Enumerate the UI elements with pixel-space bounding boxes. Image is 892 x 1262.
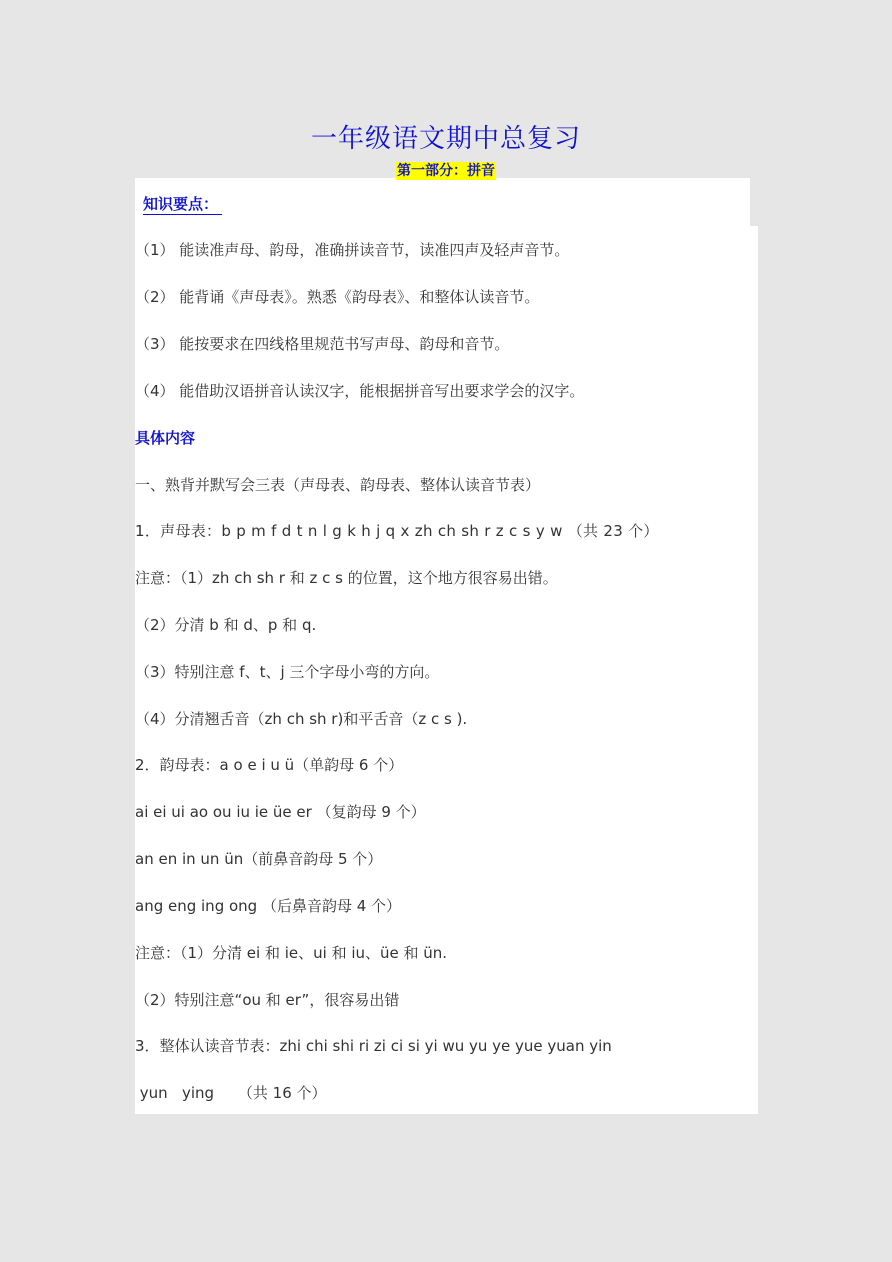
finals-line: ang eng ing ong （后鼻音韵母 4 个）: [135, 897, 402, 915]
content-line: （2）分清 b 和 d、p 和 q.: [135, 616, 317, 634]
syllables-line: yun ying （共 16 个）: [135, 1084, 327, 1102]
content-line: 注意：（1）zh ch sh r 和 z c s 的位置，这个地方很容易出错。: [135, 569, 558, 587]
content-heading: 具体内容: [135, 429, 196, 447]
content-panel-top: [135, 178, 750, 226]
finals-line: an en in un ün（前鼻音韵母 5 个）: [135, 850, 383, 868]
initials-line: 1．声母表：b p m f d t n l g k h j q x zh ch sh r z c s y w （共 23 个）: [135, 522, 659, 540]
content-line: 注意：（1）分清 ei 和 ie、ui 和 iu、üe 和 ün.: [135, 944, 448, 962]
page-title: 一年级语文期中总复习: [310, 124, 581, 154]
content-line: （2）特别注意“ou 和 er”，很容易出错: [135, 991, 400, 1009]
content-line: （3）特别注意 f、t、j 三个字母小弯的方向。: [135, 663, 440, 681]
content-line: （4）分清翘舌音（zh ch sh r)和平舌音（z c s ).: [135, 710, 468, 728]
syllables-line: 3．整体认读音节表：zhi chi shi ri zi ci si yi wu yu ye yue yuan yin: [135, 1037, 612, 1055]
knowledge-point: （3） 能按要求在四线格里规范书写声母、韵母和音节。: [135, 335, 510, 353]
section-subtitle: 第一部分：拼音: [397, 163, 495, 179]
content-line: 一、熟背并默写会三表（声母表、韵母表、整体认读音节表）: [135, 476, 541, 494]
knowledge-heading: 知识要点：: [143, 194, 222, 215]
subtitle-wrap: [0, 160, 892, 180]
knowledge-point: （4） 能借助汉语拼音认读汉字，能根据拼音写出要求学会的汉字。: [135, 382, 585, 400]
finals-line: ai ei ui ao ou iu ie üe er （复韵母 9 个）: [135, 803, 426, 821]
knowledge-point: （1） 能读准声母、韵母，准确拼读音节，读准四声及轻声音节。: [135, 241, 570, 259]
finals-line: 2．韵母表：a o e i u ü（单韵母 6 个）: [135, 756, 404, 774]
knowledge-point: （2） 能背诵《声母表》。熟悉《韵母表》、和整体认读音节。: [135, 288, 540, 306]
